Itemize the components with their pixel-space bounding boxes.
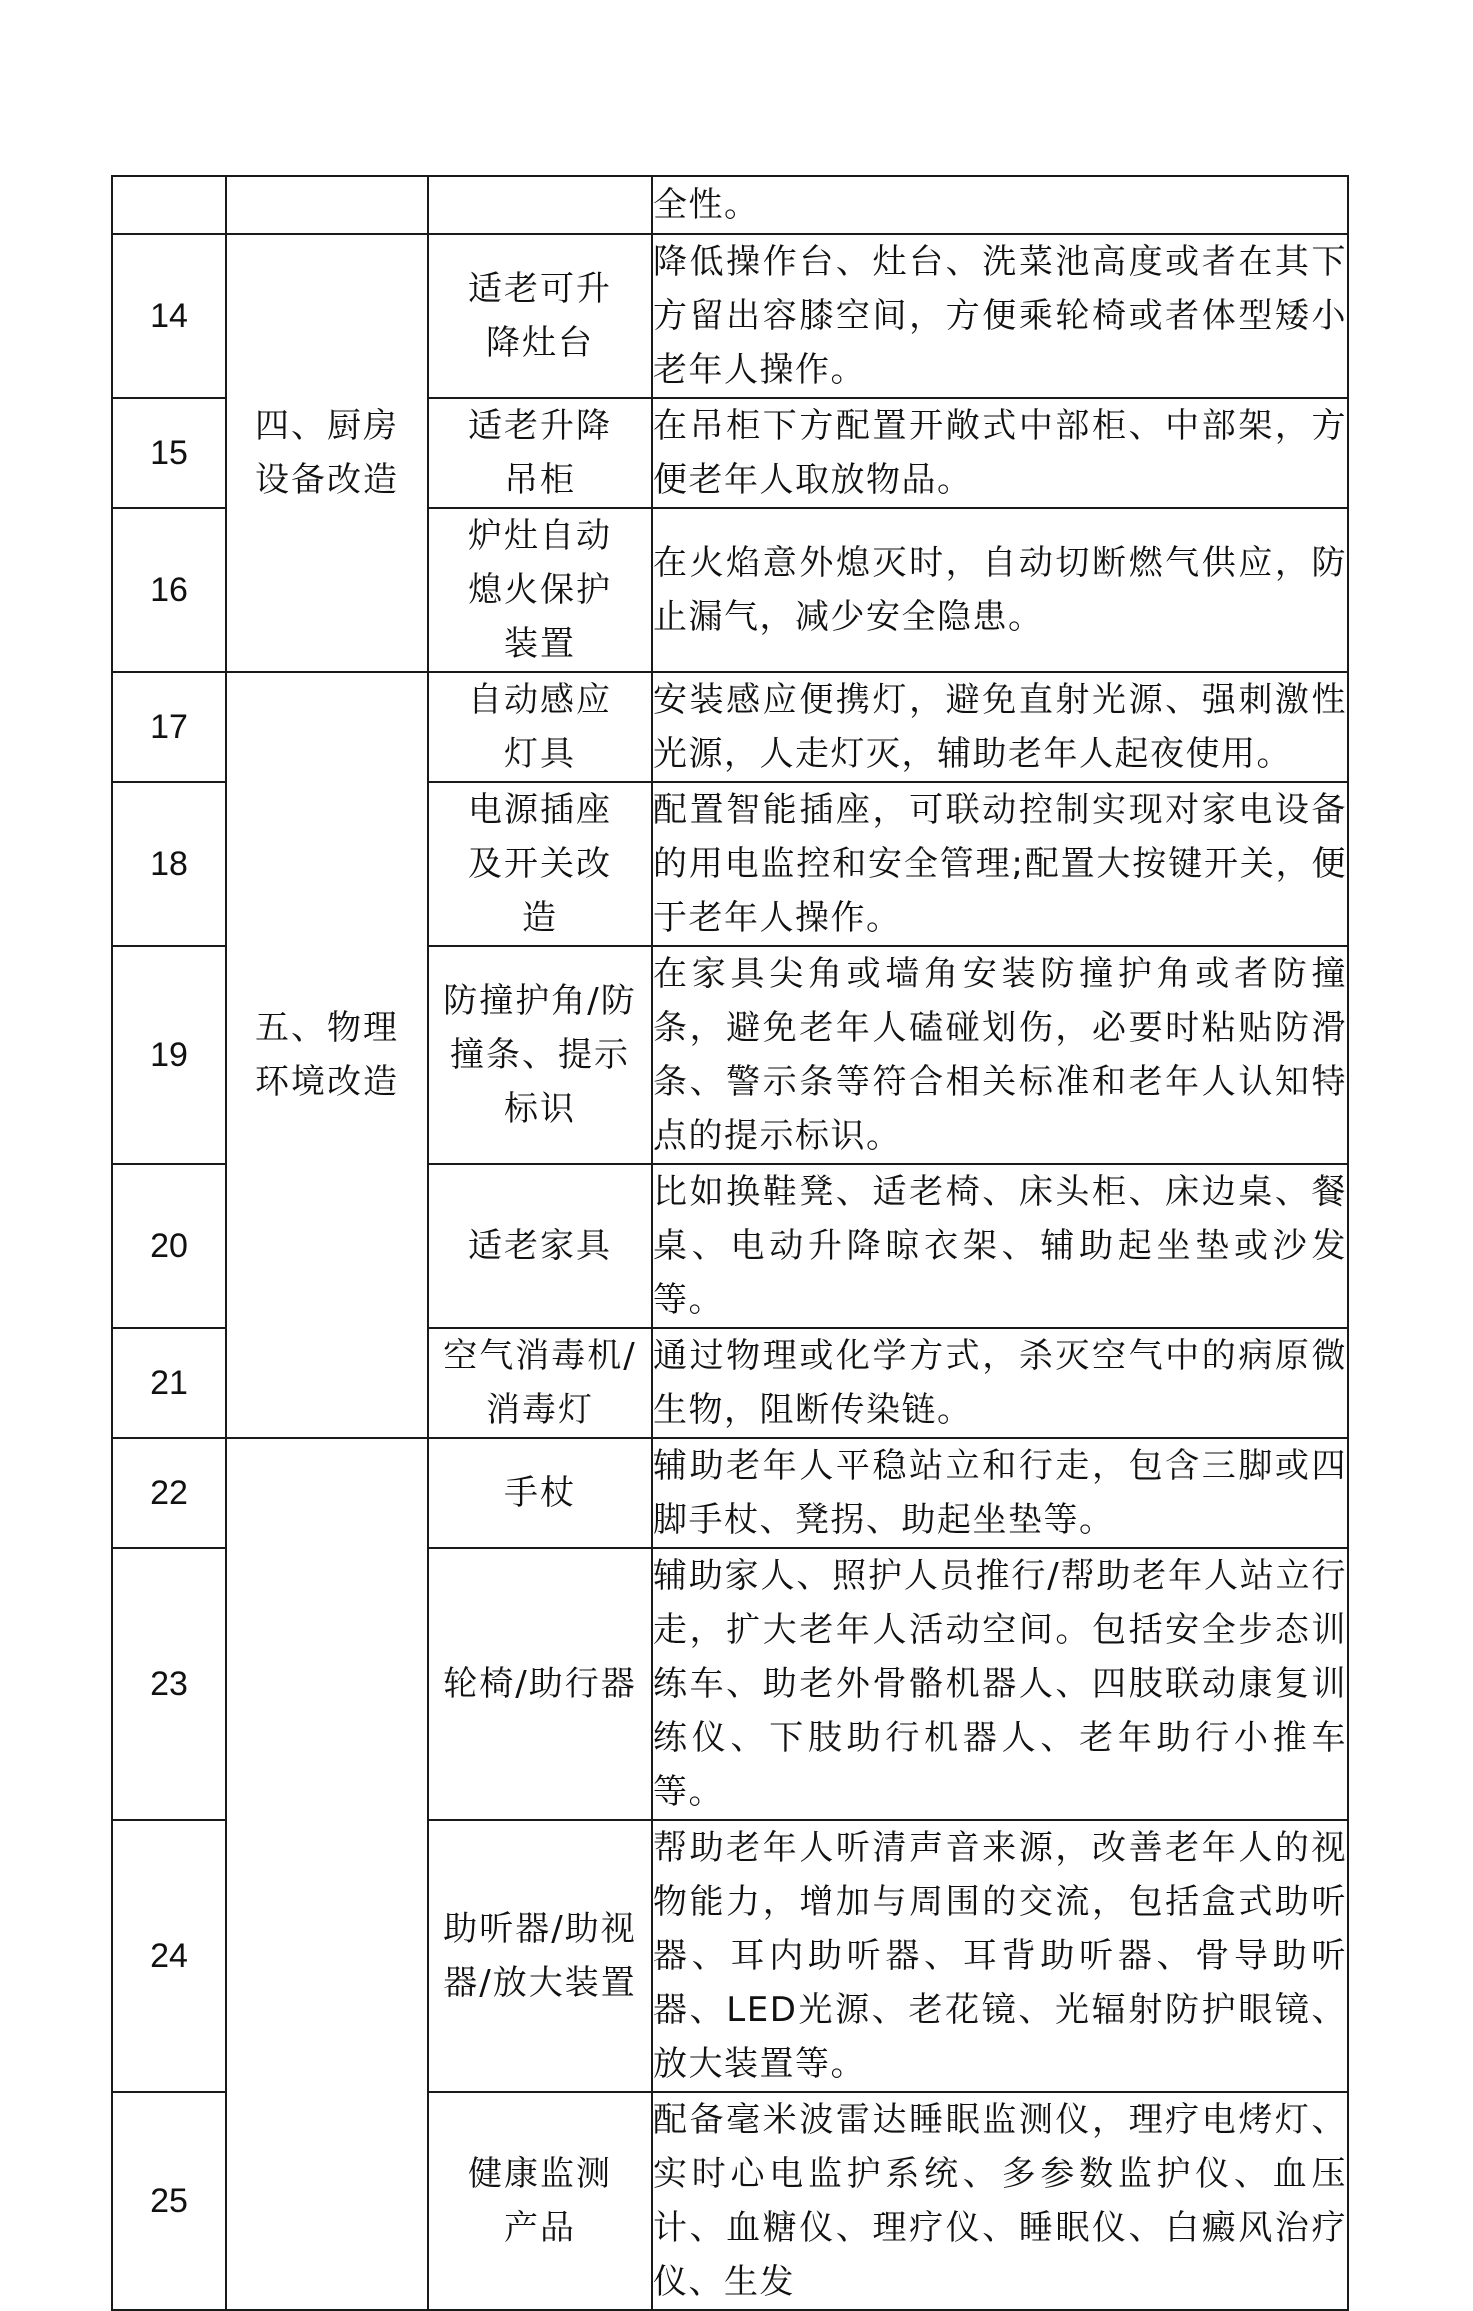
item-description: 配置智能插座，可联动控制实现对家电设备的用电监控和安全管理;配置大按键开关，便于老年人操作。 <box>652 782 1348 946</box>
item-name: 适老升降吊柜 <box>428 398 652 508</box>
item-name: 手杖 <box>428 1438 652 1548</box>
item-description: 通过物理或化学方式，杀灭空气中的病原微生物，阻断传染链。 <box>652 1328 1348 1438</box>
item-name: 健康监测产品 <box>428 2092 652 2310</box>
item-description: 在家具尖角或墙角安装防撞护角或者防撞条，避免老年人磕碰划伤，必要时粘贴防滑条、警示条等符合相关标准和老年人认知特点的提示标识。 <box>652 946 1348 1164</box>
item-description: 降低操作台、灶台、洗菜池高度或者在其下方留出容膝空间，方便乘轮椅或者体型矮小老年人操作。 <box>652 234 1348 398</box>
item-name: 电源插座及开关改造 <box>428 782 652 946</box>
item-name: 防撞护角/防撞条、提示标识 <box>428 946 652 1164</box>
table-row <box>112 1438 1348 1548</box>
row-number: 19 <box>112 946 226 1164</box>
row-number: 20 <box>112 1164 226 1328</box>
item-name: 适老家具 <box>428 1164 652 1328</box>
equipment-table <box>111 175 1349 2311</box>
item-name: 炉灶自动熄火保护装置 <box>428 508 652 672</box>
row-number <box>112 176 226 234</box>
table-row <box>112 234 1348 398</box>
item-description: 安装感应便携灯，避免直射光源、强刺激性光源，人走灯灭，辅助老年人起夜使用。 <box>652 672 1348 782</box>
table-row <box>112 672 1348 782</box>
row-number: 21 <box>112 1328 226 1438</box>
item-description: 在吊柜下方配置开敞式中部柜、中部架，方便老年人取放物品。 <box>652 398 1348 508</box>
row-number: 15 <box>112 398 226 508</box>
table-row <box>112 176 1348 234</box>
row-number: 23 <box>112 1548 226 1820</box>
item-name: 空气消毒机/消毒灯 <box>428 1328 652 1438</box>
item-name <box>428 176 652 234</box>
item-description: 比如换鞋凳、适老椅、床头柜、床边桌、餐桌、电动升降晾衣架、辅助起坐垫或沙发等。 <box>652 1164 1348 1328</box>
item-description: 在火焰意外熄灭时，自动切断燃气供应，防止漏气，减少安全隐患。 <box>652 508 1348 672</box>
item-name: 轮椅/助行器 <box>428 1548 652 1820</box>
item-name: 适老可升降灶台 <box>428 234 652 398</box>
row-number: 17 <box>112 672 226 782</box>
category-cell: 四、厨房设备改造 <box>226 234 428 672</box>
row-number: 22 <box>112 1438 226 1548</box>
category-cell <box>226 176 428 234</box>
row-number: 16 <box>112 508 226 672</box>
item-description: 帮助老年人听清声音来源，改善老年人的视物能力，增加与周围的交流，包括盒式助听器、耳内助听器、耳背助听器、骨导助听器、LED光源、老花镜、光辐射防护眼镜、放大装置等。 <box>652 1820 1348 2092</box>
item-name: 自动感应灯具 <box>428 672 652 782</box>
item-description: 辅助老年人平稳站立和行走，包含三脚或四脚手杖、凳拐、助起坐垫等。 <box>652 1438 1348 1548</box>
item-description: 配备毫米波雷达睡眠监测仪，理疗电烤灯、实时心电监护系统、多参数监护仪、血压计、血糖仪、理疗仪、睡眠仪、白癜风治疗仪、生发 <box>652 2092 1348 2310</box>
item-description: 辅助家人、照护人员推行/帮助老年人站立行走，扩大老年人活动空间。包括安全步态训练车、助老外骨骼机器人、四肢联动康复训练仪、下肢助行机器人、老年助行小推车等。 <box>652 1548 1348 1820</box>
category-cell: 五、物理环境改造 <box>226 672 428 1438</box>
category-cell <box>226 1438 428 2310</box>
row-number: 25 <box>112 2092 226 2310</box>
item-name: 助听器/助视器/放大装置 <box>428 1820 652 2092</box>
row-number: 24 <box>112 1820 226 2092</box>
item-description: 全性。 <box>652 176 1348 234</box>
row-number: 14 <box>112 234 226 398</box>
row-number: 18 <box>112 782 226 946</box>
